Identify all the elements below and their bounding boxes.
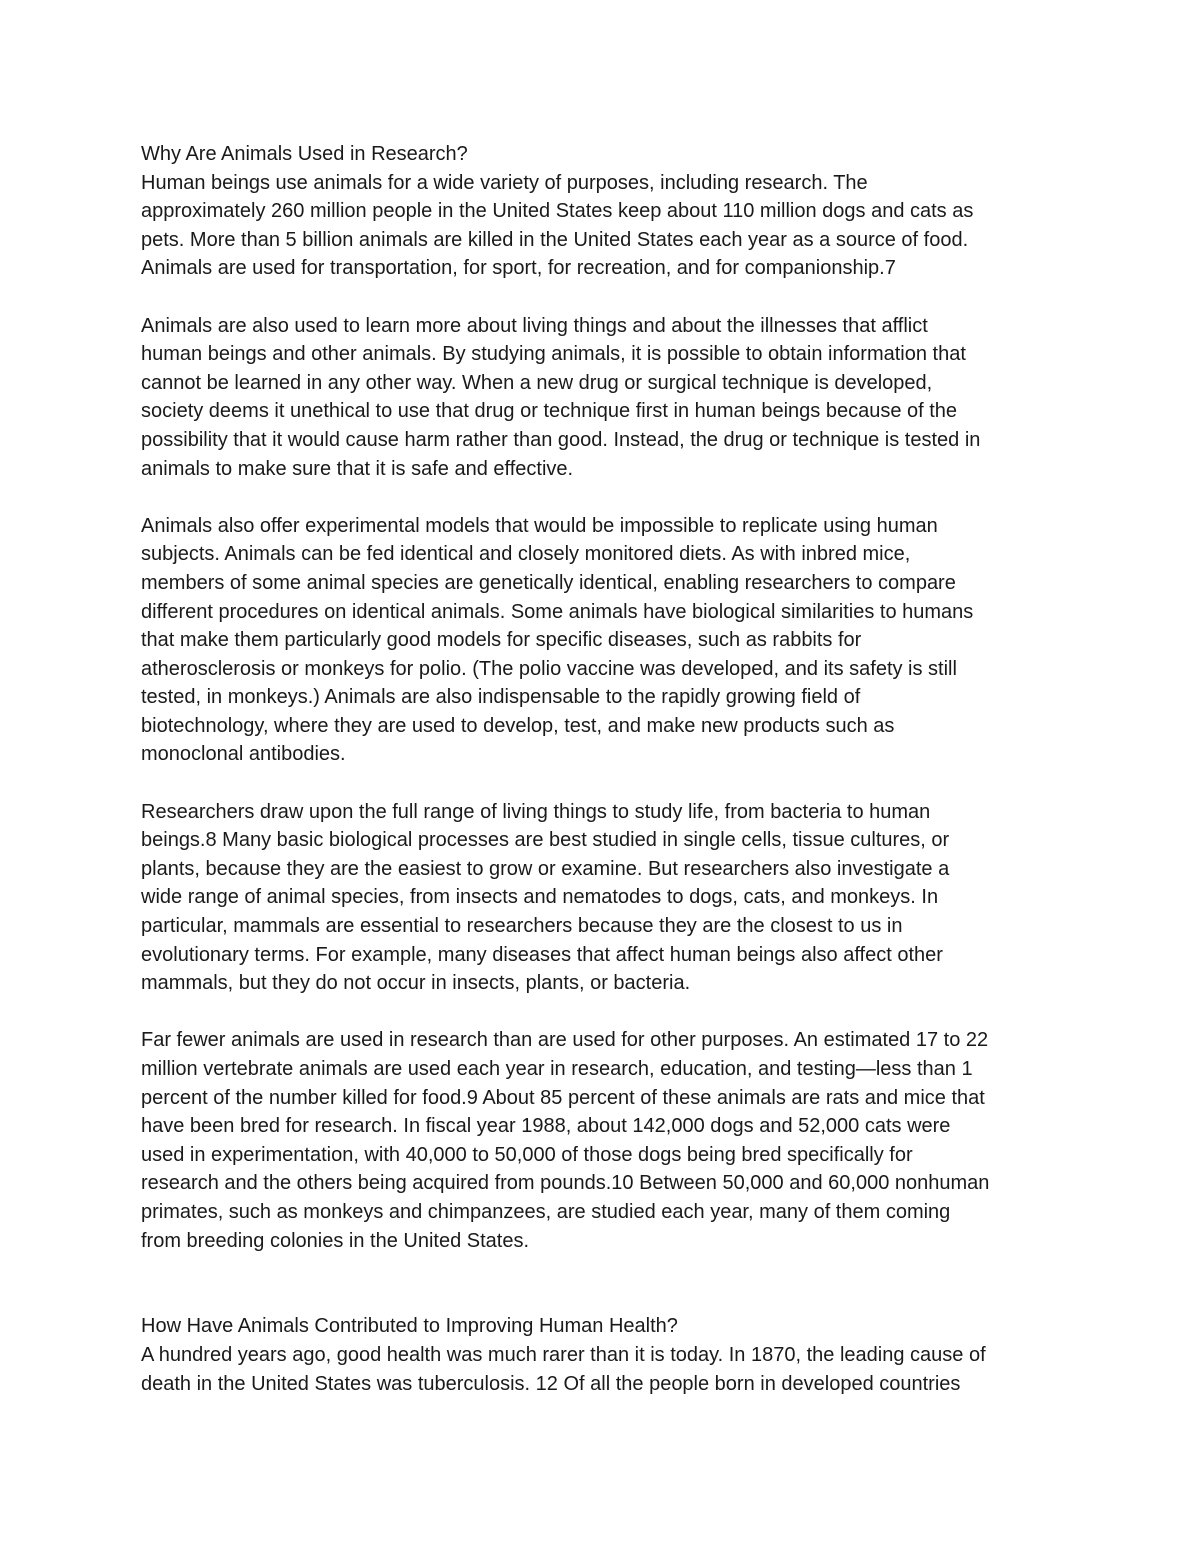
text-line: Animals are also used to learn more about living things and about the illnesses that afflict [141, 314, 928, 337]
text-line: percent of the number killed for food.9 About 85 percent of these animals are rats and mice that [141, 1086, 985, 1109]
text-line: research and the others being acquired from pounds.10 Between 50,000 and 60,000 nonhuman [141, 1172, 990, 1195]
text-line: used in experimentation, with 40,000 to 50,000 of those dogs being bred specifically for [141, 1143, 913, 1166]
text-line: wide range of animal species, from insects and nematodes to dogs, cats, and monkeys. In [141, 886, 939, 909]
text-line: A hundred years ago, good health was much rarer than it is today. In 1870, the leading cause of [141, 1343, 986, 1366]
text-line: atherosclerosis or monkeys for polio. (The polio vaccine was developed, and its safety is still [141, 657, 957, 680]
section-heading: Why Are Animals Used in Research? [141, 143, 468, 165]
text-line: animals to make sure that it is safe and effective. [141, 457, 574, 480]
paragraph [141, 798, 1081, 998]
text-line: biotechnology, where they are used to develop, test, and make new products such as [141, 714, 895, 737]
text-line: different procedures on identical animals. Some animals have biological similarities to humans [141, 600, 974, 623]
text-line: members of some animal species are genetically identical, enabling researchers to compare [141, 571, 956, 594]
paragraph [141, 512, 1081, 769]
paragraph-spacer [141, 769, 1081, 798]
section-heading: How Have Animals Contributed to Improving Human Health? [141, 1315, 678, 1338]
text-line: human beings and other animals. By studying animals, it is possible to obtain information that [141, 343, 966, 366]
paragraph [141, 312, 1081, 484]
text-line: Animals are used for transportation, for sport, for recreation, and for companionship.7 [141, 257, 896, 280]
paragraph-spacer [141, 283, 1081, 312]
document-page [141, 140, 1081, 1398]
text-line: death in the United States was tuberculosis. 12 Of all the people born in developed countries [141, 1372, 961, 1395]
paragraph-spacer [141, 998, 1081, 1027]
paragraph-spacer [141, 483, 1081, 512]
text-line: pets. More than 5 billion animals are killed in the United States each year as a source of food. [141, 228, 969, 251]
text-line: Human beings use animals for a wide variety of purposes, including research. The [141, 171, 868, 194]
paragraph [141, 1341, 1081, 1398]
text-line: approximately 260 million people in the United States keep about 110 million dogs and cats as [141, 200, 974, 223]
text-line: primates, such as monkeys and chimpanzees, are studied each year, many of them coming [141, 1200, 951, 1223]
text-line: Researchers draw upon the full range of living things to study life, from bacteria to human [141, 800, 931, 823]
text-line: monoclonal antibodies. [141, 743, 346, 766]
text-line: mammals, but they do not occur in insects, plants, or bacteria. [141, 972, 691, 995]
text-line: that make them particularly good models for specific diseases, such as rabbits for [141, 629, 862, 652]
text-line: million vertebrate animals are used each year in research, education, and testing—less than 1 [141, 1058, 973, 1080]
text-line: possibility that it would cause harm rather than good. Instead, the drug or technique is tested in [141, 428, 981, 451]
text-line: cannot be learned in any other way. When a new drug or surgical technique is developed, [141, 371, 933, 394]
text-line: tested, in monkeys.) Animals are also indispensable to the rapidly growing field of [141, 686, 861, 709]
text-line: plants, because they are the easiest to grow or examine. But researchers also investigate a [141, 857, 950, 880]
text-line: society deems it unethical to use that drug or technique first in human beings because of the [141, 400, 958, 423]
text-line: Far fewer animals are used in research than are used for other purposes. An estimated 17 to 22 [141, 1029, 989, 1052]
section-spacer [141, 1255, 1081, 1312]
text-line: beings.8 Many basic biological processes are best studied in single cells, tissue cultures, or [141, 829, 950, 852]
text-line: evolutionary terms. For example, many diseases that affect human beings also affect other [141, 943, 943, 966]
text-line: Animals also offer experimental models that would be impossible to replicate using human [141, 514, 938, 537]
paragraph [141, 169, 1081, 283]
text-line: subjects. Animals can be fed identical and closely monitored diets. As with inbred mice, [141, 543, 911, 566]
text-line: from breeding colonies in the United States. [141, 1229, 529, 1252]
paragraph [141, 1026, 1081, 1255]
text-line: have been bred for research. In fiscal year 1988, about 142,000 dogs and 52,000 cats were [141, 1115, 951, 1138]
text-line: particular, mammals are essential to researchers because they are the closest to us in [141, 915, 903, 938]
